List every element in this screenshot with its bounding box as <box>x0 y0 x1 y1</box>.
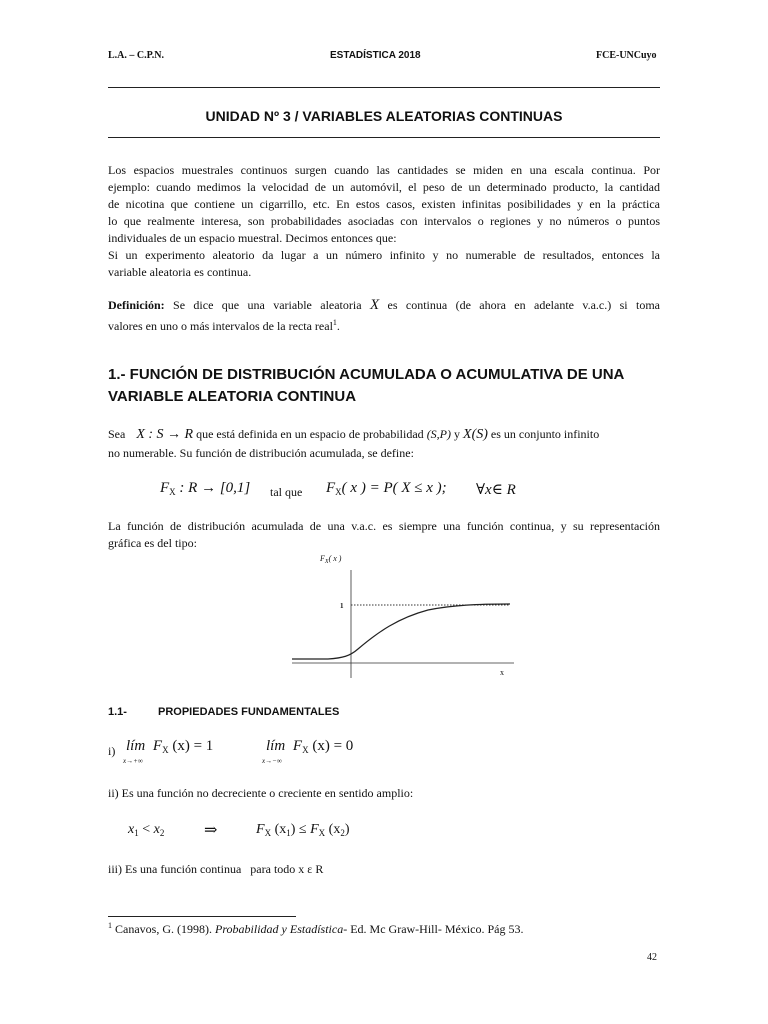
f2-sub: X <box>318 828 326 838</box>
graph-y-rest: ( x ) <box>328 554 342 563</box>
header-left: L.A. – C.P.N. <box>108 50 165 61</box>
continuous-line1: La función de distribución acumulada de una v.a.c. es siempre una función continua, y su representación <box>108 519 660 533</box>
cdf-rhs-f: F <box>326 480 336 496</box>
continuous-line2: gráfica es del tipo: <box>108 536 197 550</box>
intro-line: Si un experimento aleatorio da lugar a un número infinito y no numerable de resultados, entonces la <box>108 248 660 262</box>
x1-sub: 1 <box>134 828 139 838</box>
footnote-text: Canavos, G. (1998). <box>112 922 215 936</box>
intro-line: variable aleatoria es continua. <box>108 265 252 279</box>
prop1-sub: X <box>162 745 169 755</box>
cdf-curve <box>292 604 510 659</box>
prop3-text: iii) Es una función continua para todo x ε R <box>108 862 324 876</box>
lt: < <box>138 822 154 837</box>
header-rule <box>108 87 660 88</box>
intro-line: ejemplo: cuando medimos la velocidad de un automóvil, el peso de un determinado producto, la cantidad <box>108 180 660 194</box>
footnote-text-end: - Ed. Mc Graw-Hill- México. Pág 53. <box>343 922 524 936</box>
f2-close: ) <box>344 822 350 837</box>
f1-arg: (x <box>271 822 287 837</box>
f1-arg-sub: 1 <box>286 828 291 838</box>
header-center: ESTADÍSTICA 2018 <box>330 50 421 61</box>
cdf-rest: : R → [0,1] <box>175 480 251 496</box>
graph-x-label: x <box>500 668 504 677</box>
footnote <box>108 921 524 937</box>
intro-line: lo que realmente interesa, son probabilidades asociadas con intervalos o regiones y no números o puntos <box>108 214 660 228</box>
definition-text-end: es continua (de ahora en adelante v.a.c.) si toma <box>379 298 660 312</box>
prop1-limit-plus <box>126 738 213 755</box>
cdf-sub: X <box>169 487 176 497</box>
prop1-f2: F <box>292 738 303 754</box>
cdf-rhs-rest: ( x ) = P( X ≤ x ); <box>341 480 447 496</box>
footnote-ref: 1 <box>332 318 337 327</box>
definition-line2: valores en uno o más intervalos de la recta real <box>108 319 333 333</box>
subsection-number: 1.1- <box>108 706 127 718</box>
cdf-f: F <box>160 480 170 496</box>
definition-paragraph <box>108 297 660 335</box>
subsection-title: PROPIEDADES FUNDAMENTALES <box>158 706 340 718</box>
sea-mapping: X : S → R <box>136 427 194 442</box>
lim-sub-minus: x→−∞ <box>262 757 282 765</box>
sea-y: y <box>451 427 464 441</box>
x1: x <box>128 822 135 837</box>
f2-arg-sub: 2 <box>340 828 345 838</box>
title-rule <box>108 137 660 138</box>
intro-line: individuales de un espacio muestral. Decimos entonces que: <box>108 231 397 245</box>
intro-line: de nicotina que contiene un cigarrillo, etc. En estos casos, existen infinitas posibilidades y en la práctica <box>108 197 660 211</box>
page-title: UNIDAD Nº 3 / VARIABLES ALEATORIAS CONTINUAS <box>205 108 563 124</box>
lim-word: lím <box>126 738 146 754</box>
lim-sub-plus: x→+∞ <box>123 757 143 765</box>
definition-text: Se dice que una variable aleatoria <box>164 298 370 312</box>
graph-y-sub: X <box>324 559 329 565</box>
cdf-rhs-sub: X <box>335 487 342 497</box>
sea-line2: no numerable. Su función de distribución acumulada, se define: <box>108 446 414 460</box>
definition-period: . <box>336 319 340 333</box>
page-number: 42 <box>647 952 657 963</box>
cdf-formula-lhs <box>160 480 250 497</box>
graph-y-label <box>320 554 341 565</box>
section-heading-line1: 1.- FUNCIÓN DE DISTRIBUCIÓN ACUMULADA O ACUMULATIVA DE UNA <box>108 366 625 383</box>
tal-que: tal que <box>270 485 303 499</box>
section-heading <box>108 364 668 408</box>
graph-y-f: F <box>320 554 325 563</box>
sea-text: que está definida en un espacio de probabilidad <box>193 427 427 441</box>
x2-sub: 2 <box>159 828 165 838</box>
cdf-graph <box>288 566 528 680</box>
f1: F <box>256 822 265 837</box>
sea-word: Sea <box>108 427 126 441</box>
prop1-f: F <box>152 738 163 754</box>
sea-text-end: es un conjunto infinito <box>487 427 600 441</box>
prop2-fx-inequality <box>256 822 350 838</box>
prop1-label: i) <box>108 744 116 758</box>
probability-space: (S,P) <box>426 427 452 441</box>
graph-one-label: 1 <box>340 602 344 610</box>
intro-line: Los espacios muestrales continuos surgen cuando las cantidades se miden en una escala continua. Por <box>108 163 660 177</box>
sea-paragraph <box>108 426 660 462</box>
f2: F <box>310 822 319 837</box>
prop1-rest: (x) = 1 <box>168 738 214 754</box>
f1-sub: X <box>264 828 272 838</box>
definition-label: Definición: <box>108 298 165 312</box>
forall-expression: ∀x∈ R <box>476 482 516 498</box>
prop1-limit-minus <box>266 738 353 755</box>
intro-paragraph <box>108 162 660 281</box>
f1-close: ) ≤ <box>290 822 311 837</box>
prop1-sub2: X <box>302 745 309 755</box>
implies-symbol: ⇒ <box>204 822 218 839</box>
continuous-paragraph <box>108 518 660 552</box>
f2-arg: (x <box>325 822 341 837</box>
definition-variable: X <box>369 297 380 313</box>
footnote-mark: 1 <box>108 921 112 930</box>
header-right: FCE-UNCuyo <box>596 50 657 61</box>
footnote-book-title: Probabilidad y Estadística <box>214 922 344 936</box>
footnote-rule <box>108 916 296 917</box>
cdf-formula-rhs <box>326 480 447 497</box>
prop2-text: ii) Es una función no decreciente o creciente en sentido amplio: <box>108 786 414 800</box>
sea-xs: X(S) <box>463 427 488 442</box>
x2: x <box>153 822 160 837</box>
prop2-inequality <box>128 822 164 838</box>
prop1-rest2: (x) = 0 <box>308 738 354 754</box>
section-heading-line2: VARIABLE ALEATORIA CONTINUA <box>108 388 357 405</box>
lim-word-2: lím <box>266 738 286 754</box>
